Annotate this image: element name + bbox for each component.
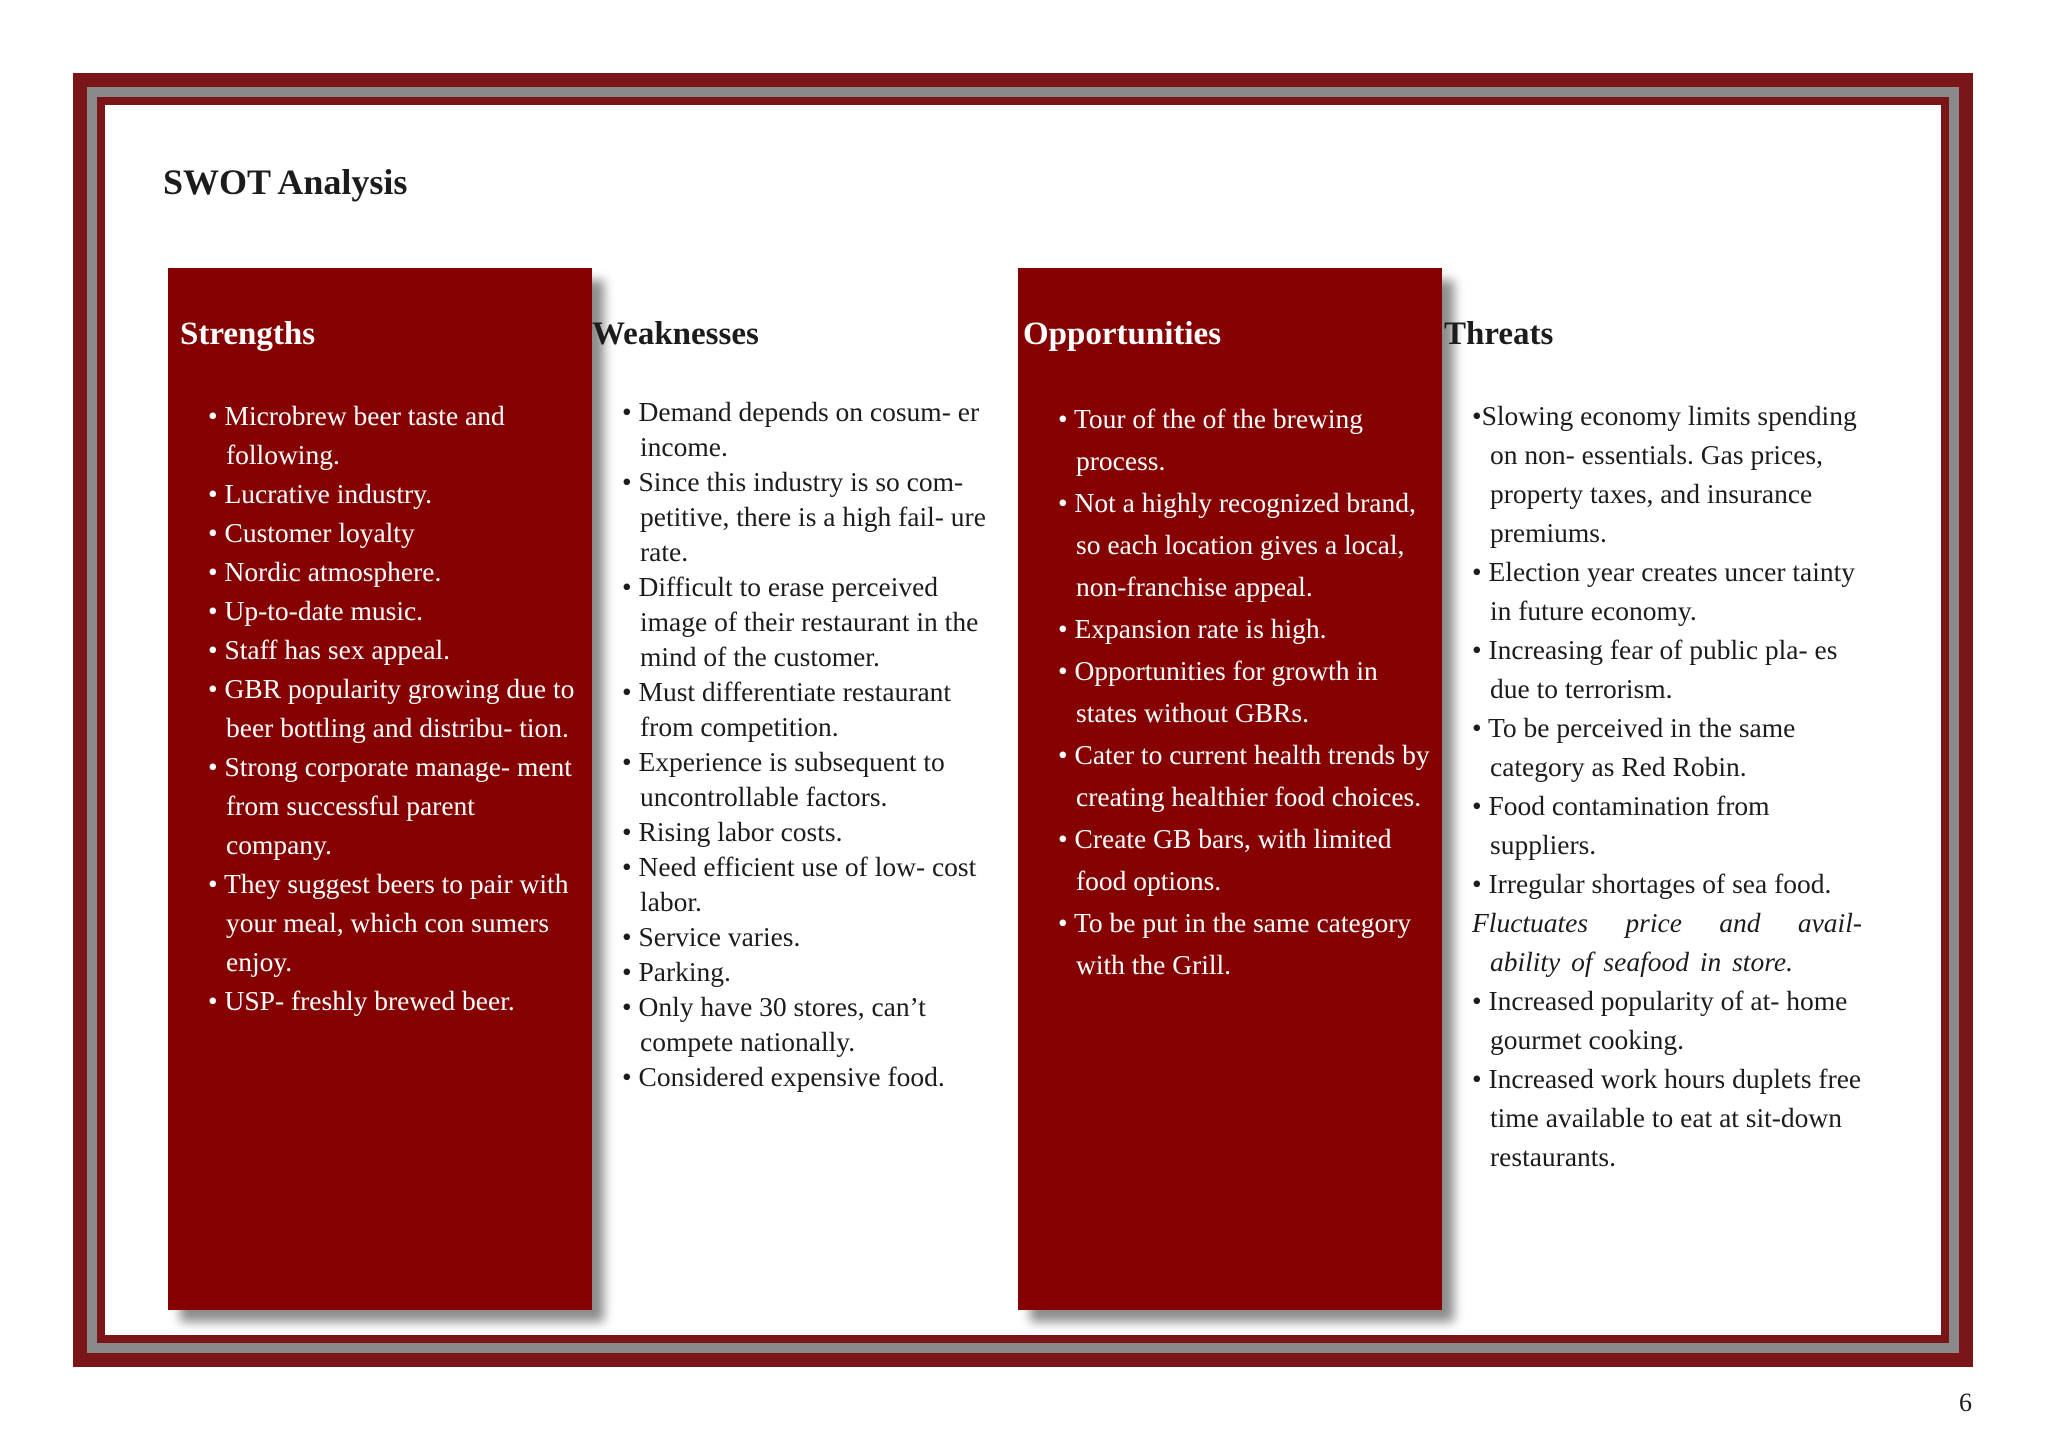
list-item: • Opportunities for growth in states without GBRs.: [1058, 655, 1378, 728]
threats-list: [1472, 396, 1862, 1176]
list-item: • Increasing fear of public pla- es due to terrorism.: [1472, 634, 1838, 704]
list-item: • GBR popularity growing due to beer bottling and distribu- tion.: [208, 673, 575, 743]
strengths-heading: Strengths: [180, 316, 316, 352]
list-item: • Only have 30 stores, can’t compete nationally.: [622, 991, 926, 1057]
threats-note: Fluctuates price and avail- ability of seafood in store.: [1472, 907, 1862, 977]
strengths-panel: [168, 268, 592, 1310]
content-area: [105, 105, 1941, 1335]
list-item: • Tour of the of the brewing process.: [1058, 403, 1364, 476]
list-item: • Since this industry is so com- petitive, there is a high fail- ure rate.: [622, 466, 986, 567]
list-item: • Food contamination from suppliers.: [1472, 790, 1770, 860]
weaknesses-heading: Weaknesses: [592, 316, 759, 352]
opportunities-list: [1058, 398, 1432, 986]
list-item: • Expansion rate is high.: [1058, 613, 1327, 644]
list-item: • Irregular shortages of sea food.: [1472, 868, 1832, 899]
list-item: • Not a highly recognized brand, so each location gives a local, non-franchise appeal.: [1058, 487, 1416, 602]
page-frame-inner: [97, 97, 1949, 1343]
list-item: • To be perceived in the same category as Red Robin.: [1472, 712, 1796, 782]
list-item: • Create GB bars, with limited food options.: [1058, 823, 1392, 896]
page-frame-gray: [87, 87, 1959, 1353]
threats-heading: Threats: [1444, 316, 1554, 352]
weaknesses-panel: [592, 268, 1016, 1310]
list-item: • Demand depends on cosum- er income.: [622, 396, 980, 462]
list-item: • Strong corporate manage- ment from successful parent company.: [208, 751, 572, 860]
page-number: 6: [1959, 1388, 1972, 1417]
list-item: • Customer loyalty: [208, 517, 415, 548]
list-item: • They suggest beers to pair with your meal, which con sumers enjoy.: [208, 868, 569, 977]
list-item: • Experience is subsequent to uncontrollable factors.: [622, 746, 945, 812]
list-item: •Slowing economy limits spending on non- essentials. Gas prices, property taxes, and insurance premiums.: [1472, 400, 1857, 548]
list-item: • Election year creates uncer tainty in future economy.: [1472, 556, 1855, 626]
list-item: • Considered expensive food.: [622, 1061, 945, 1092]
list-item: • Lucrative industry.: [208, 478, 432, 509]
list-item: • Service varies.: [622, 921, 801, 952]
list-item: • Microbrew beer taste and following.: [208, 400, 505, 470]
threats-panel: [1442, 268, 1862, 1310]
page-frame-outer: [73, 73, 1973, 1367]
list-item: • Up-to-date music.: [208, 595, 424, 626]
strengths-list: [208, 396, 582, 1020]
list-item: • Difficult to erase perceived image of their restaurant in the mind of the customer.: [622, 571, 979, 672]
list-item: • Increased work hours duplets free time available to eat at sit-down restaurants.: [1472, 1063, 1862, 1172]
list-item: • Parking.: [622, 956, 731, 987]
list-item: • To be put in the same category with the Grill.: [1058, 907, 1412, 980]
list-item: • Increased popularity of at- home gourmet cooking.: [1472, 985, 1848, 1055]
list-item: • Cater to current health trends by creating healthier food choices.: [1058, 739, 1430, 812]
list-item: • USP- freshly brewed beer.: [208, 985, 515, 1016]
list-item: • Must differentiate restaurant from competition.: [622, 676, 952, 742]
list-item: • Rising labor costs.: [622, 816, 843, 847]
list-item: • Nordic atmosphere.: [208, 556, 442, 587]
list-item: • Need efficient use of low- cost labor.: [622, 851, 977, 917]
opportunities-panel: [1018, 268, 1442, 1310]
weaknesses-list: [622, 394, 1006, 1094]
page-title: SWOT Analysis: [163, 162, 408, 202]
opportunities-heading: Opportunities: [1023, 316, 1222, 352]
list-item: • Staff has sex appeal.: [208, 634, 451, 665]
